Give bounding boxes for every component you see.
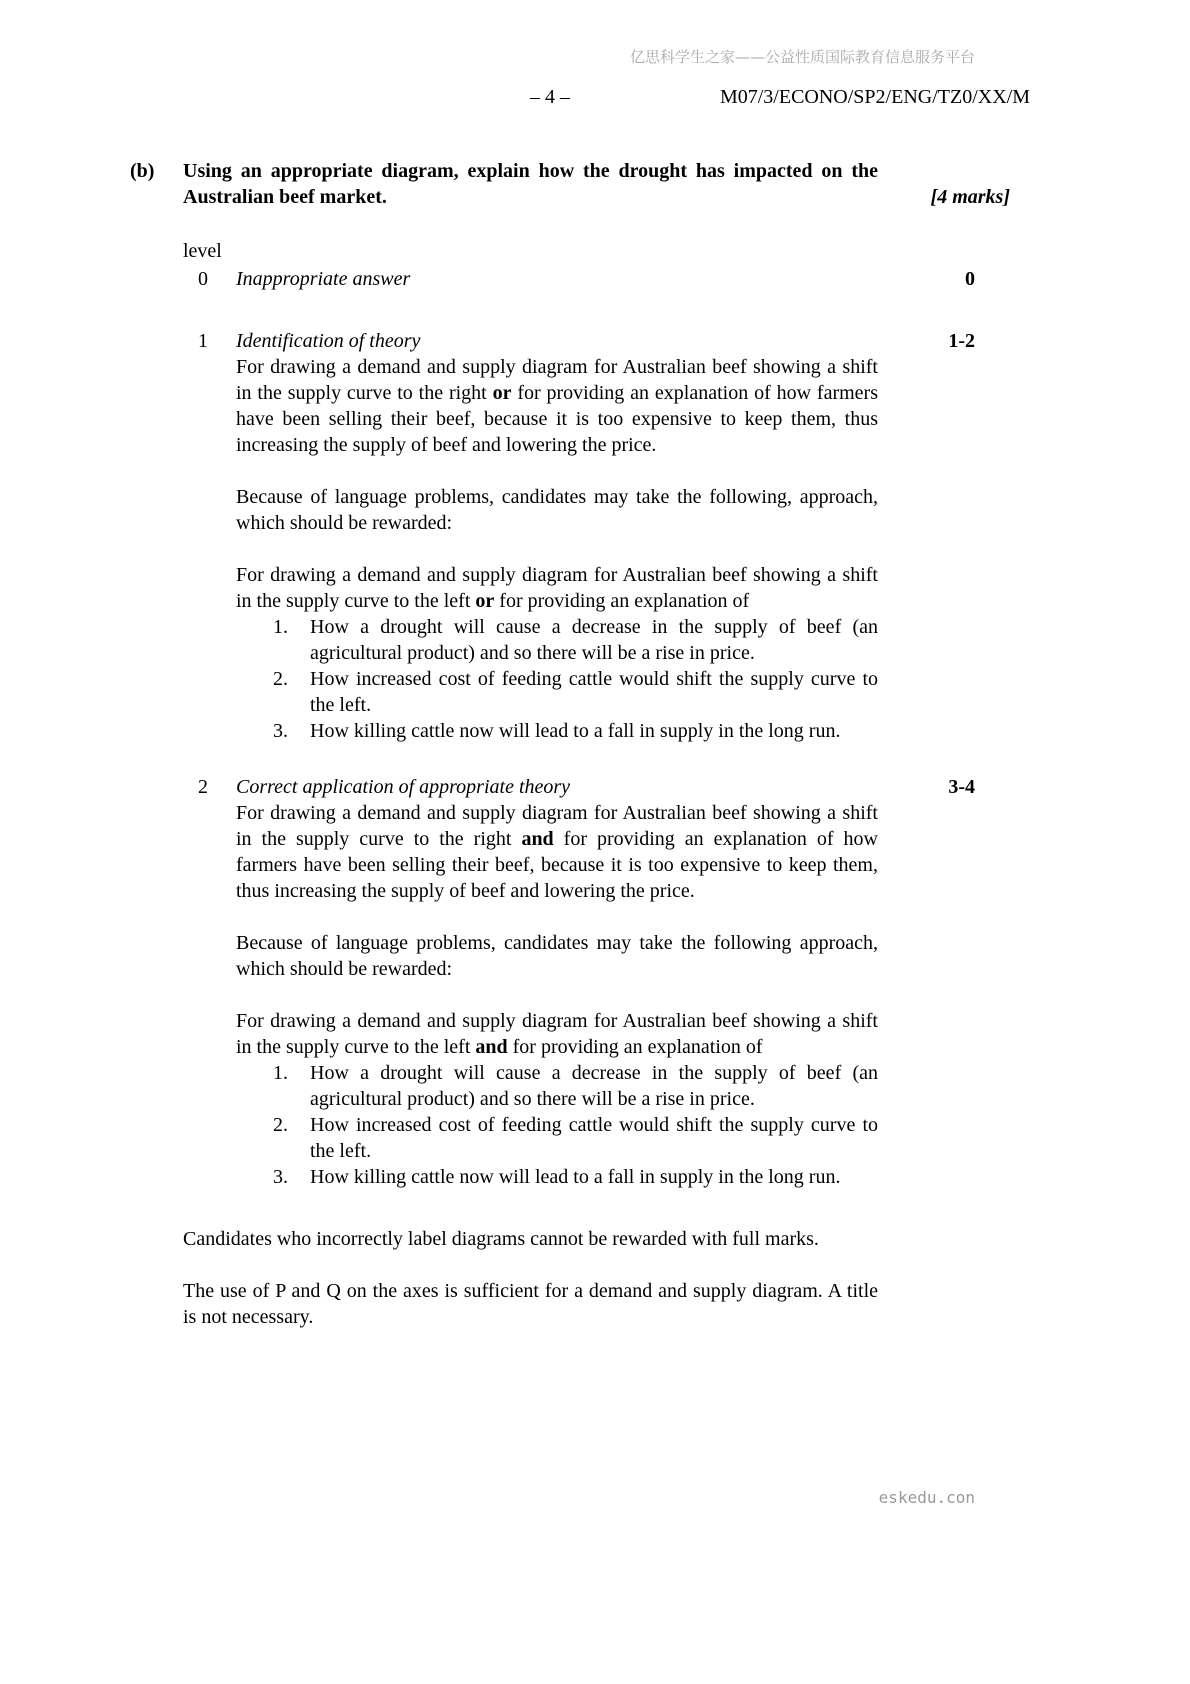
question-row — [130, 158, 1010, 210]
level-row-0 — [130, 266, 1010, 292]
level-paragraph — [236, 562, 878, 614]
paragraph-text: For drawing a demand and supply diagram for Australian beef showing a shift in the supply curve to the right — [236, 356, 878, 404]
level-paragraph — [236, 1008, 878, 1060]
paragraph-text: for providing an explanation of how farmers have been selling their beef, because it is too expensive to keep them, thus increasing the supply of beef and lowering the price. — [236, 382, 878, 456]
level-heading: level — [183, 240, 222, 262]
level-row-1 — [130, 328, 1010, 744]
paragraph-text: For drawing a demand and supply diagram for Australian beef showing a shift in the supply curve to the left — [236, 564, 878, 612]
level-marks: 3-4 — [948, 776, 975, 798]
level-paragraph — [236, 354, 878, 458]
list-item-number: 1. — [273, 616, 288, 638]
note-axes: The use of P and Q on the axes is sufficient for a demand and supply diagram. A title is not necessary. — [183, 1280, 878, 1328]
level-number: 1 — [198, 330, 208, 352]
numbered-list — [236, 614, 878, 744]
question-text: Using an appropriate diagram, explain how the drought has impacted on the Australian beef market. — [183, 160, 878, 208]
paragraph-bold-word: or — [492, 382, 512, 404]
list-item-number: 3. — [273, 720, 288, 742]
level-content — [236, 328, 878, 744]
list-item-text: How a drought will cause a decrease in the supply of beef (an agricultural product) and so there will be a rise in price. — [310, 616, 878, 664]
list-item — [273, 614, 878, 666]
list-item — [273, 718, 878, 744]
numbered-list — [236, 1060, 878, 1190]
paragraph-text: For drawing a demand and supply diagram for Australian beef showing a shift in the supply curve to the right — [236, 802, 878, 850]
list-item-number: 1. — [273, 1062, 288, 1084]
question-marks: [4 marks] — [930, 186, 1010, 208]
level-title: Inappropriate answer — [236, 268, 411, 290]
list-item-text: How killing cattle now will lead to a fall in supply in the long run. — [310, 1166, 841, 1188]
paragraph-bold-word: and — [475, 1036, 508, 1058]
level-marks: 1-2 — [948, 330, 975, 352]
level-title: Correct application of appropriate theory — [236, 776, 571, 798]
question-label: (b) — [130, 160, 155, 182]
page-content — [130, 158, 1010, 1330]
list-item-text: How increased cost of feeding cattle would shift the supply curve to the left. — [310, 668, 878, 716]
paragraph-bold-word: and — [521, 828, 554, 850]
level-content — [236, 266, 878, 292]
level-row-2 — [130, 774, 1010, 1190]
level-paragraph: Because of language problems, candidates may take the following, approach, which should be rewarded: — [236, 486, 878, 534]
list-item-number: 2. — [273, 668, 288, 690]
list-item — [273, 666, 878, 718]
paragraph-text: for providing an explanation of how farmers have been selling their beef, because it is too expensive to keep them, thus increasing the supply of beef and lowering the price. — [236, 828, 878, 902]
page-number: – 4 – — [530, 86, 570, 108]
list-item — [273, 1112, 878, 1164]
level-marks: 0 — [965, 268, 975, 290]
level-number: 2 — [198, 776, 208, 798]
watermark-text: 亿思科学生之家——公益性质国际教育信息服务平台 — [629, 48, 975, 66]
paper-code: M07/3/ECONO/SP2/ENG/TZ0/XX/M — [719, 86, 1030, 108]
list-item — [273, 1060, 878, 1112]
level-title: Identification of theory — [236, 330, 421, 352]
note-labelling: Candidates who incorrectly label diagrams cannot be rewarded with full marks. — [183, 1228, 819, 1250]
site-footer: eskedu.con — [878, 1488, 975, 1507]
list-item — [273, 1164, 878, 1190]
list-item-text: How increased cost of feeding cattle would shift the supply curve to the left. — [310, 1114, 878, 1162]
level-number: 0 — [198, 268, 208, 290]
list-item-number: 3. — [273, 1166, 288, 1188]
paragraph-text: for providing an explanation of — [507, 1036, 763, 1058]
paragraph-bold-word: or — [475, 590, 495, 612]
level-content — [236, 774, 878, 1190]
level-paragraph — [236, 800, 878, 904]
list-item-text: How killing cattle now will lead to a fall in supply in the long run. — [310, 720, 841, 742]
level-paragraph: Because of language problems, candidates may take the following approach, which should be rewarded: — [236, 932, 878, 980]
list-item-text: How a drought will cause a decrease in the supply of beef (an agricultural product) and so there will be a rise in price. — [310, 1062, 878, 1110]
list-item-number: 2. — [273, 1114, 288, 1136]
paragraph-text: For drawing a demand and supply diagram for Australian beef showing a shift in the supply curve to the left — [236, 1010, 878, 1058]
paragraph-text: for providing an explanation of — [494, 590, 750, 612]
